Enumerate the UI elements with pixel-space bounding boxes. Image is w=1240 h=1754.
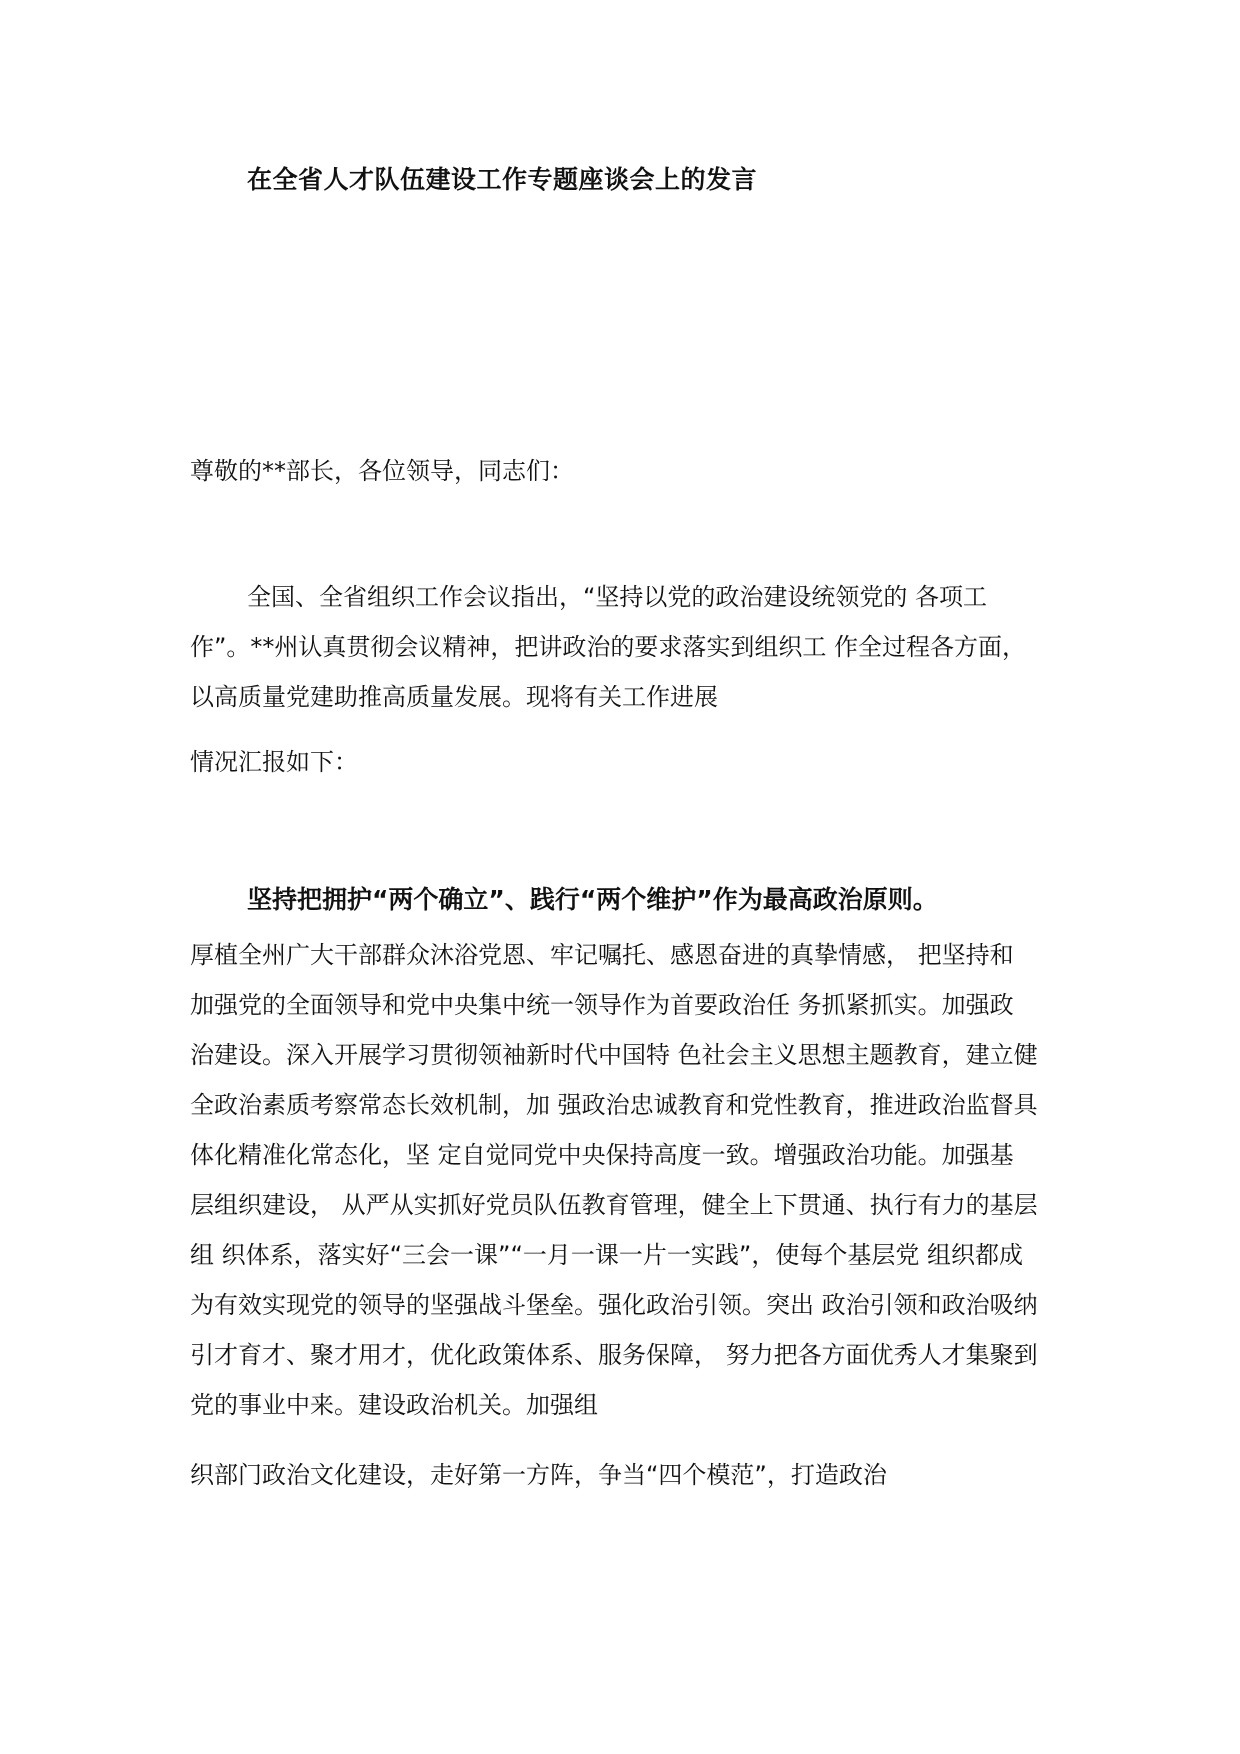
section-line: 体化精准化常态化，坚 定自觉同党中央保持高度一致。增强政治功能。加强基 <box>190 1141 1014 1169</box>
section-line: 全政治素质考察常态长效机制，加 强政治忠诚教育和党性教育，推进政治监督具 <box>190 1091 1038 1119</box>
intro-paragraph <box>190 572 1070 722</box>
document-title: 在全省人才队伍建设工作专题座谈会上的发言 <box>247 165 758 194</box>
section-line: 加强党的全面领导和党中央集中统一领导作为首要政治任 务抓紧抓实。加强政 <box>190 991 1014 1019</box>
salutation: 尊敬的**部长，各位领导，同志们： <box>190 457 574 485</box>
section-line: 引才育才、聚才用才，优化政策体系、服务保障， 努力把各方面优秀人才集聚到 <box>190 1341 1038 1369</box>
section-line: 为有效实现党的领导的坚强战斗堡垒。强化政治引领。突出 政治引领和政治吸纳 <box>190 1291 1038 1319</box>
intro-line: 以高质量党建助推高质量发展。现将有关工作进展 <box>190 683 718 711</box>
intro-line: 作”。**州认真贯彻会议精神，把讲政治的要求落实到组织工 作全过程各方面， <box>190 633 1027 661</box>
section-line: 层组织建设， 从严从实抓好党员队伍教育管理，健全上下贯通、执行有力的基层 <box>190 1191 1038 1219</box>
section-tail-line: 织部门政治文化建设，走好第一方阵，争当“四个模范”，打造政治 <box>190 1461 887 1489</box>
section-line: 厚植全州广大干部群众沐浴党恩、牢记嘱托、感恩奋进的真挚情感， 把坚持和 <box>190 941 1014 969</box>
section-line: 党的事业中来。建设政治机关。加强组 <box>190 1391 598 1419</box>
section-line: 治建设。深入开展学习贯彻领袖新时代中国特 色社会主义思想主题教育，建立健 <box>190 1041 1038 1069</box>
section-paragraph <box>190 930 1080 1430</box>
intro-tail-line: 情况汇报如下： <box>190 748 358 776</box>
section-heading: 坚持把拥护“两个确立”、践行“两个维护”作为最高政治原则。 <box>247 885 938 914</box>
intro-line: 全国、全省组织工作会议指出，“坚持以党的政治建设统领党的 各项工 <box>247 583 988 611</box>
section-line: 组 织体系，落实好“三会一课”“一月一课一片一实践”，使每个基层党 组织都成 <box>190 1241 1023 1269</box>
